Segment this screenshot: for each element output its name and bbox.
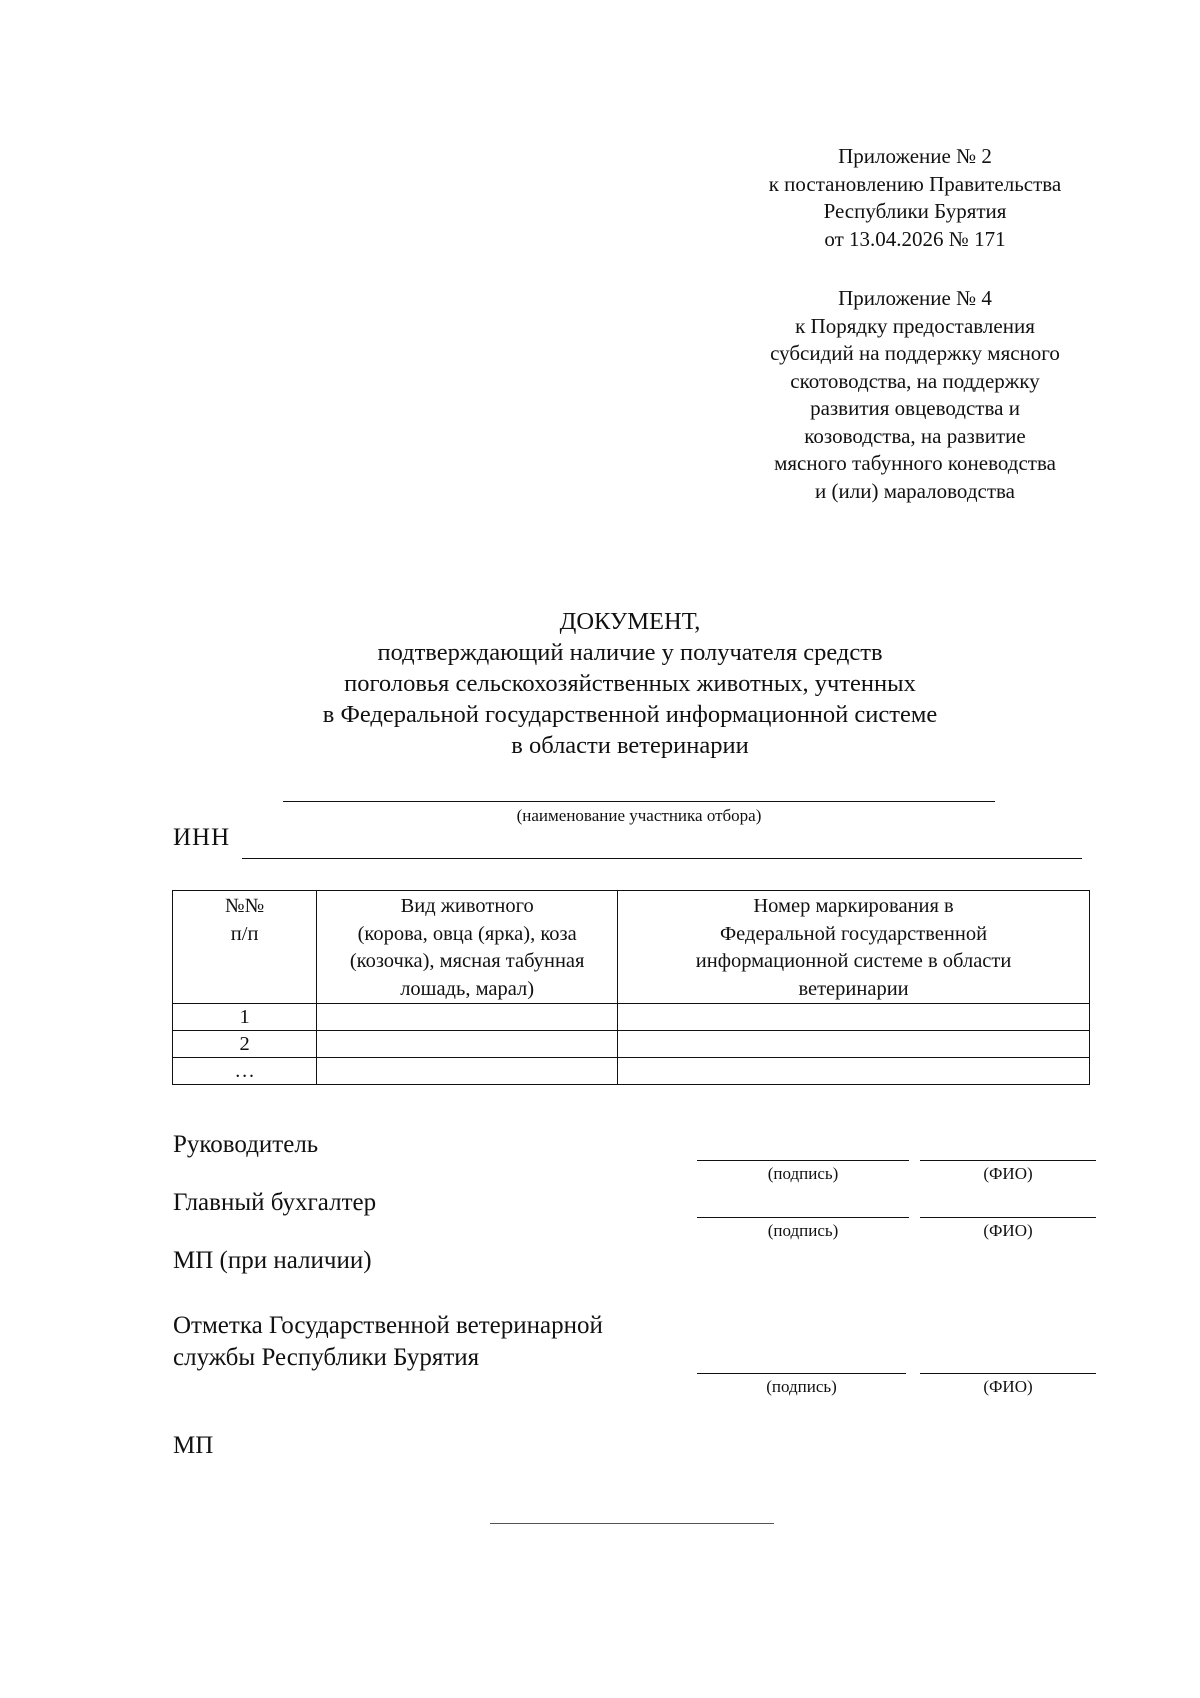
- appendix-4-line: скотоводства, на поддержку: [790, 368, 1040, 393]
- appendix-2-line: к постановлению Правительства: [768, 171, 1062, 196]
- appendix-2-block: [715, 143, 1115, 253]
- seal-if-any-label: МП (при наличии): [173, 1247, 372, 1274]
- accountant-name-field[interactable]: [920, 1217, 1096, 1218]
- vet-name-caption: (ФИО): [983, 1377, 1033, 1396]
- table-header-row: [173, 891, 1090, 1004]
- header-text: лошадь, марал): [400, 977, 535, 1000]
- accountant-signature-field[interactable]: [697, 1217, 909, 1218]
- document-subtitle-line: подтверждающий наличие у получателя средств: [377, 639, 883, 666]
- row-number: 1: [173, 1004, 317, 1031]
- director-signature-caption: (подпись): [767, 1164, 839, 1183]
- header-text: (козочка), мясная табунная: [349, 950, 585, 972]
- director-name-caption: (ФИО): [983, 1164, 1033, 1183]
- vet-signature-field[interactable]: [697, 1373, 906, 1374]
- end-divider: [490, 1523, 774, 1524]
- accountant-name-caption: (ФИО): [983, 1221, 1033, 1240]
- table-row: [173, 1004, 1090, 1031]
- header-marking-number: [618, 891, 1090, 1004]
- header-text: (корова, овца (ярка), коза: [357, 922, 577, 945]
- appendix-2-line: Республики Бурятия: [823, 199, 1007, 223]
- participant-name-caption: (наименование участника отбора): [516, 806, 762, 825]
- chief-accountant-label: Главный бухгалтер: [173, 1189, 377, 1216]
- marking-number-cell[interactable]: [618, 1004, 1090, 1031]
- appendix-4-line: козоводства, на развитие: [804, 423, 1026, 448]
- marking-number-cell[interactable]: [618, 1031, 1090, 1058]
- table-row: [173, 1031, 1090, 1058]
- vet-name-field[interactable]: [920, 1373, 1096, 1374]
- row-number: 2: [173, 1031, 317, 1058]
- appendix-4-line: и (или) мараловодства: [815, 478, 1015, 503]
- header-text: Вид животного: [400, 895, 534, 917]
- vet-signature-caption: (подпись): [766, 1377, 837, 1396]
- animal-type-cell[interactable]: [317, 1031, 618, 1058]
- appendix-4-line: мясного табунного коневодства: [774, 451, 1056, 475]
- header-number: [173, 891, 317, 1004]
- inn-field[interactable]: [242, 858, 1082, 859]
- vet-service-label-line2: службы Республики Бурятия: [173, 1344, 480, 1371]
- document-heading: ДОКУМЕНТ,: [559, 608, 701, 635]
- document-title: [200, 606, 1060, 761]
- animal-type-cell[interactable]: [317, 1004, 618, 1031]
- animal-type-cell[interactable]: [317, 1058, 618, 1085]
- director-signature-field[interactable]: [697, 1160, 909, 1161]
- row-number: …: [173, 1058, 317, 1085]
- header-text: №№: [225, 895, 265, 917]
- seal-label: МП: [173, 1432, 214, 1459]
- document-subtitle-line: поголовья сельскохозяйственных животных, учтенных: [344, 670, 916, 697]
- table-row: [173, 1058, 1090, 1085]
- appendix-2-line: Приложение № 2: [838, 144, 992, 168]
- header-text: Номер маркирования в: [753, 895, 954, 917]
- document-subtitle-line: в области ветеринарии: [511, 732, 749, 759]
- animals-table: [172, 890, 1090, 1085]
- director-name-field[interactable]: [920, 1160, 1096, 1161]
- header-text: п/п: [230, 922, 259, 945]
- appendix-2-line: от 13.04.2026 № 171: [824, 226, 1006, 251]
- appendix-4-line: субсидий на поддержку мясного: [770, 341, 1060, 365]
- vet-service-label-line1: Отметка Государственной ветеринарной: [173, 1312, 603, 1339]
- director-label: Руководитель: [173, 1131, 319, 1158]
- appendix-4-line: Приложение № 4: [838, 286, 992, 310]
- document-subtitle-line: в Федеральной государственной информационной системе: [322, 701, 938, 728]
- appendix-4-block: [715, 285, 1115, 505]
- header-text: ветеринарии: [798, 977, 909, 1000]
- header-text: информационной системе в области: [695, 950, 1012, 972]
- appendix-4-line: к Порядку предоставления: [795, 313, 1035, 338]
- accountant-signature-caption: (подпись): [767, 1221, 839, 1240]
- marking-number-cell[interactable]: [618, 1058, 1090, 1085]
- appendix-4-line: развития овцеводства и: [810, 396, 1020, 420]
- header-text: Федеральной государственной: [719, 922, 988, 945]
- header-animal-type: [317, 891, 618, 1004]
- inn-label: ИНН: [173, 824, 231, 851]
- participant-name-field[interactable]: [283, 801, 995, 802]
